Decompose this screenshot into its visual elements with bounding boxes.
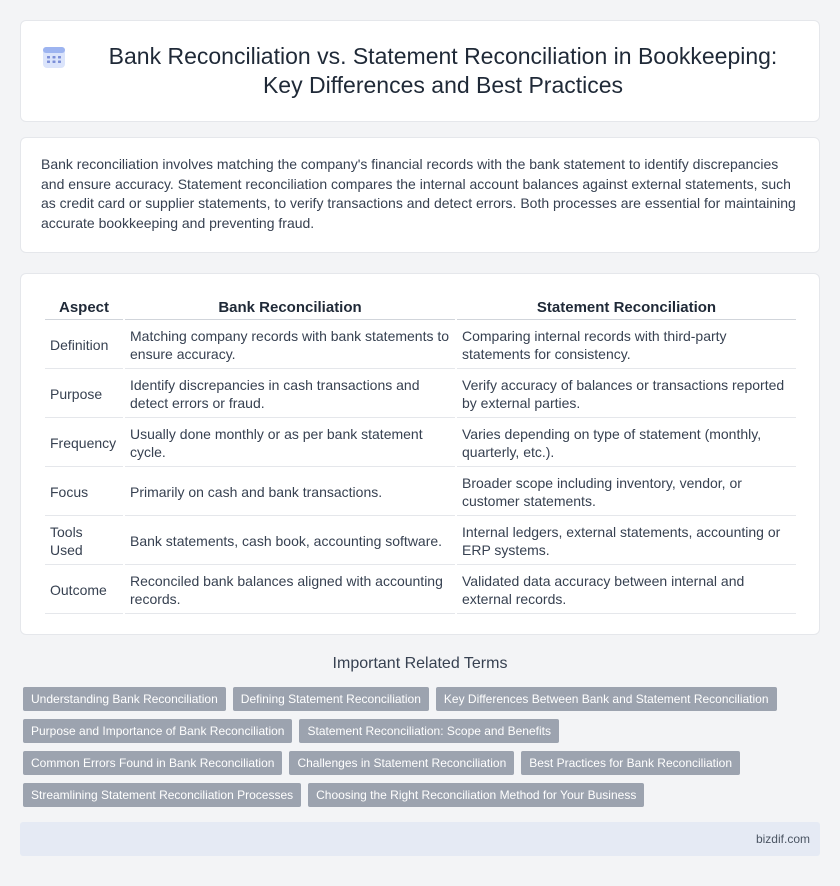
intro-card xyxy=(20,137,820,253)
statement-cell: Validated data accuracy between internal and external records. xyxy=(457,567,796,614)
aspect-cell: Focus xyxy=(45,469,123,516)
aspect-cell: Purpose xyxy=(45,371,123,418)
header-statement-reconciliation: Statement Reconciliation xyxy=(457,296,796,320)
related-terms-list xyxy=(23,687,813,807)
bank-cell: Identify discrepancies in cash transactions and detect errors or fraud. xyxy=(125,371,455,418)
statement-cell: Broader scope including inventory, vendor, or customer statements. xyxy=(457,469,796,516)
related-term-link[interactable]: Streamlining Statement Reconciliation Processes xyxy=(23,783,301,807)
related-term-link[interactable]: Challenges in Statement Reconciliation xyxy=(289,751,514,775)
related-term-link[interactable]: Choosing the Right Reconciliation Method for Your Business xyxy=(308,783,644,807)
comparison-table xyxy=(43,294,798,616)
table-row xyxy=(45,567,796,614)
title-card xyxy=(20,20,820,122)
intro-text: Bank reconciliation involves matching the company's financial records with the bank statement to identify discrepancies and ensure accuracy. Statement reconciliation compares the internal account balances against external statements, such as credit card or supplier statements, to verify transactions and detect errors. Both processes are essential for maintaining accurate bookkeeping and preventing fraud. xyxy=(41,156,796,231)
related-term-link[interactable]: Statement Reconciliation: Scope and Benefits xyxy=(299,719,558,743)
aspect-cell: Outcome xyxy=(45,567,123,614)
table-row xyxy=(45,371,796,418)
bank-cell: Bank statements, cash book, accounting software. xyxy=(125,518,455,565)
bank-cell: Usually done monthly or as per bank statement cycle. xyxy=(125,420,455,467)
calendar-icon xyxy=(41,44,67,70)
page-title: Bank Reconciliation vs. Statement Reconciliation in Bookkeeping: Key Differences and Best Practices xyxy=(108,43,778,98)
table-row xyxy=(45,518,796,565)
statement-cell: Internal ledgers, external statements, accounting or ERP systems. xyxy=(457,518,796,565)
bank-cell: Matching company records with bank statements to ensure accuracy. xyxy=(125,322,455,369)
table-row xyxy=(45,322,796,369)
footer xyxy=(20,822,820,856)
related-term-link[interactable]: Best Practices for Bank Reconciliation xyxy=(521,751,740,775)
related-term-link[interactable]: Common Errors Found in Bank Reconciliation xyxy=(23,751,282,775)
bank-cell: Primarily on cash and bank transactions. xyxy=(125,469,455,516)
bank-cell: Reconciled bank balances aligned with accounting records. xyxy=(125,567,455,614)
aspect-cell: Tools Used xyxy=(45,518,123,565)
related-term-link[interactable]: Defining Statement Reconciliation xyxy=(233,687,429,711)
comparison-table-card xyxy=(20,273,820,635)
header-bank-reconciliation: Bank Reconciliation xyxy=(125,296,455,320)
table-row xyxy=(45,469,796,516)
header-aspect: Aspect xyxy=(45,296,123,320)
footer-site-link[interactable]: bizdif.com xyxy=(755,832,810,846)
related-term-link[interactable]: Key Differences Between Bank and Statement Reconciliation xyxy=(436,687,777,711)
related-terms-heading: Important Related Terms xyxy=(332,655,508,672)
statement-cell: Verify accuracy of balances or transactions reported by external parties. xyxy=(457,371,796,418)
statement-cell: Comparing internal records with third-party statements for consistency. xyxy=(457,322,796,369)
related-term-link[interactable]: Understanding Bank Reconciliation xyxy=(23,687,226,711)
aspect-cell: Frequency xyxy=(45,420,123,467)
table-row xyxy=(45,420,796,467)
related-term-link[interactable]: Purpose and Importance of Bank Reconciliation xyxy=(23,719,292,743)
statement-cell: Varies depending on type of statement (monthly, quarterly, etc.). xyxy=(457,420,796,467)
aspect-cell: Definition xyxy=(45,322,123,369)
